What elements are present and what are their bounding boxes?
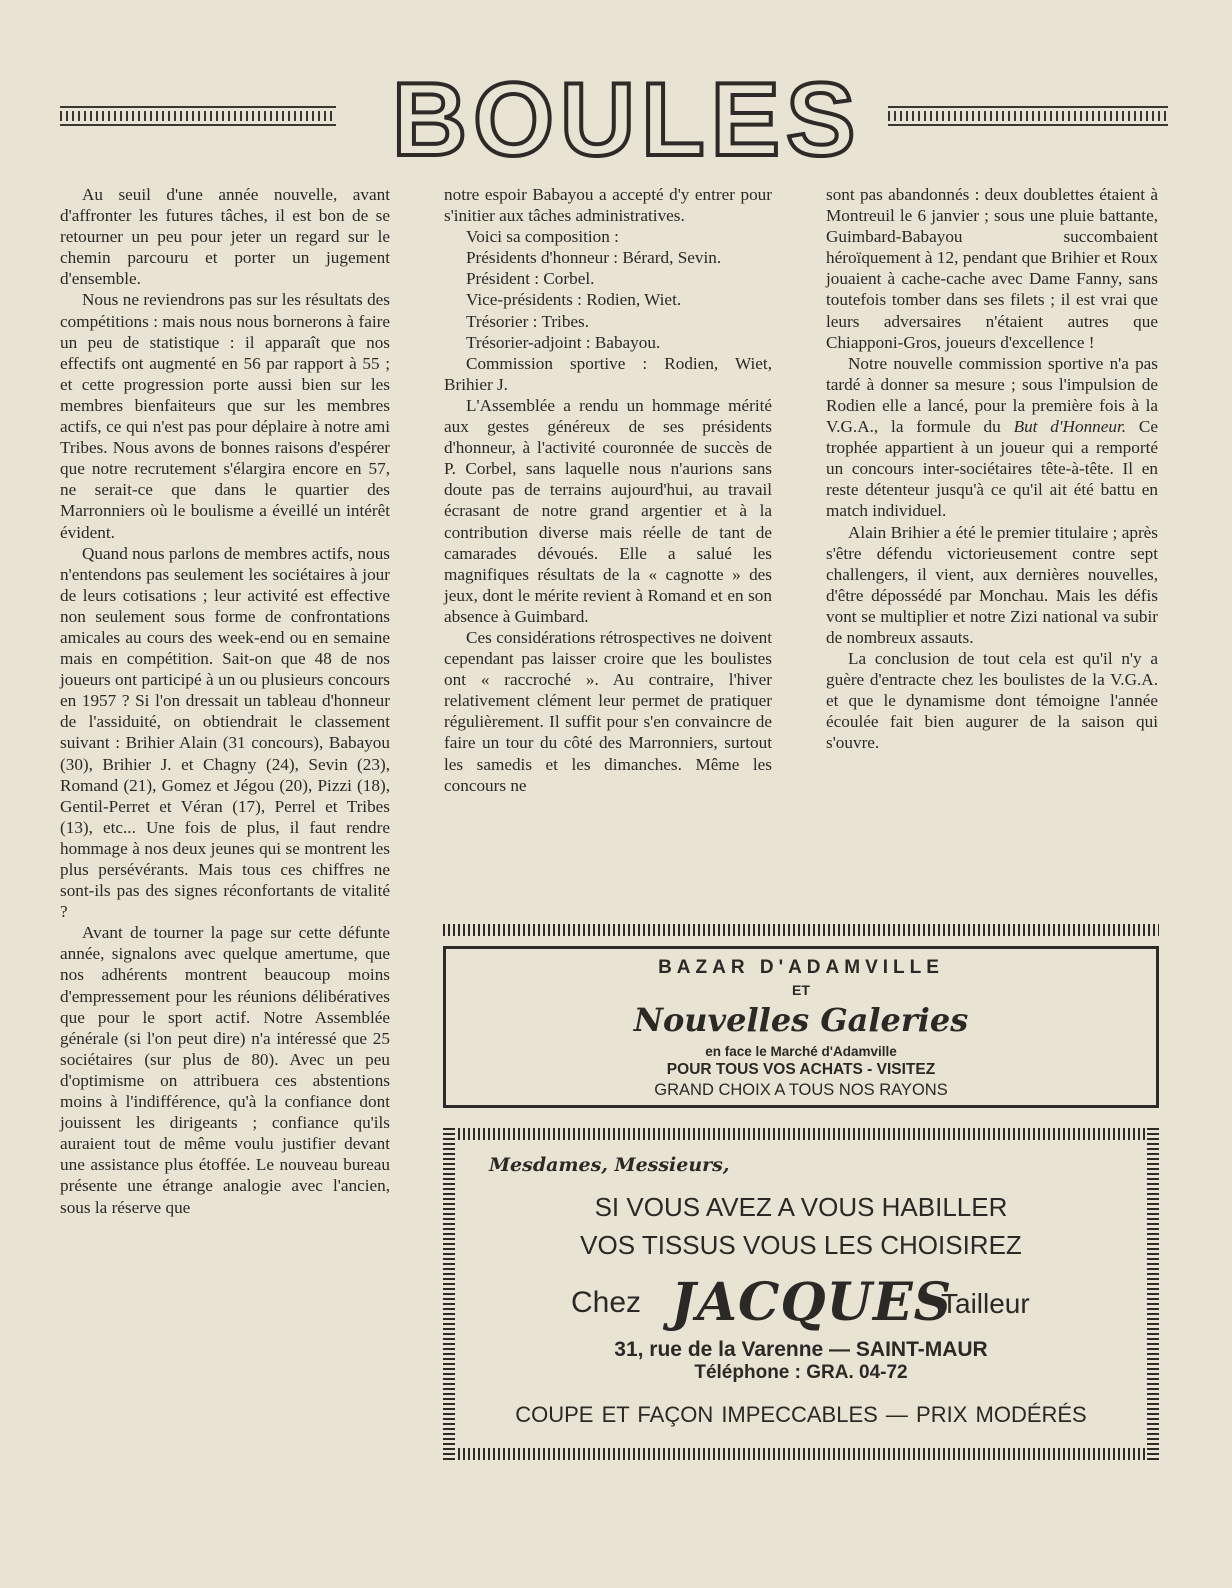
ad-slogan-2: GRAND CHOIX A TOUS NOS RAYONS	[654, 1081, 948, 1099]
paragraph: Ces considérations rétrospectives ne doivent cependant pas laisser croire que les boulistes ont « raccroché ». Au contraire, l'hiver relativement clément leur permet de pratiquer régulièrement. Il suffit pour s'en convaincre de faire un tour du côté des Marronniers, surtout les samedis et les dimanches. Même les concours ne	[444, 627, 772, 795]
paragraph: Avant de tourner la page sur cette défunte année, signalons avec quelque amertume, que nos adhérents montrent beaucoup moins d'empressement pour les réunions délibératives que pour le sport actif. Notre Assemblée générale (si l'on peut dire) n'a intéressé que 25 sociétaires (sur plus de 80). Avec un peu d'optimisme on attribuera ces abstentions moins à l'indifférence, qu'à la confiance dont jouissent les dirigeants ; confiance qu'ils auraient tout de même voulu justifier devant une assistance plus étoffée. Le nouveau bureau présente une étrange analogie avec l'ancien, sous la réserve que	[60, 923, 390, 1217]
ad-store-name: BAZAR D'ADAMVILLE	[658, 957, 944, 978]
paragraph: sont pas abandonnés : deux doublettes étaient à Montreuil le 6 janvier ; sous une pluie battante, Guimbard-Babayou succombaient héroïquement à 12, pendant que Brihier et Roux jouaient à cache-cache avec Dame Fanny, sans toutefois tomber dans ses filets ; il est vrai que leurs adversaires n'étaient autres que Chiapponi-Gros, joueurs d'excellence !	[826, 185, 1158, 352]
page-title: BOULES	[392, 62, 862, 178]
ad-brand-name: JACQUES	[671, 1272, 953, 1333]
ad-chez: Chez	[571, 1286, 642, 1319]
bureau-list-item: Président : Corbel.	[466, 269, 595, 289]
ad-conjunction: ET	[792, 982, 810, 998]
ad-slogan: POUR TOUS VOS ACHATS - VISITEZ	[666, 1061, 936, 1078]
bureau-list-item: Trésorier : Tribes.	[466, 311, 590, 331]
paragraph: Alain Brihier a été le premier titulaire ; après s'être défendu victorieusement contre sept challengers, il vient, aux dernières nouvelles, d'être dépossédé par Monchau. Mais les défis vont se multiplier et notre Zizi national va subir de nombreux assauts.	[826, 522, 1158, 647]
paragraph: Nous ne reviendrons pas sur les résultats des compétitions : mais nous nous bornerons à faire un peu de statistique : il apparaît que nos effectifs ont augmenté en 56 par rapport à 55 ; et cette progression porte aussi bien sur les membres bienfaiteurs que sur les membres actifs, ce qui n'est pas pour déplaire à notre ami Tribes. Nous avons de bonnes raisons d'espérer que notre recrutement s'élargira encore en 57, ne serait-ce que dans le quartier des Marronniers où le boulisme a éveillé un intérêt évident.	[60, 290, 390, 542]
bureau-list-item: Vice-présidents : Rodien, Wiet.	[466, 290, 682, 310]
bureau-list-item: Présidents d'honneur : Bérard, Sevin.	[466, 248, 722, 268]
paragraph: notre espoir Babayou a accepté d'y entrer pour s'initier aux tâches administratives.	[444, 185, 772, 226]
ad-store-name-2: Nouvelles Galeries	[633, 1001, 969, 1039]
advertisement-bazar	[443, 946, 1159, 1108]
article-column-3	[826, 184, 1158, 754]
ad-frame-right	[1147, 1128, 1159, 1460]
paragraph: La conclusion de tout cela est qu'il n'y a guère d'entracte chez les boulistes de la V.G.A. et que le dynamisme dont témoigne l'année écoulée fait bien augurer de la saison qui s'ouvre.	[826, 649, 1158, 753]
bureau-list-item: Trésorier-adjoint : Babayou.	[466, 332, 661, 352]
ad-location: en face le Marché d'Adamville	[705, 1044, 897, 1059]
bureau-list-item: Voici sa composition :	[466, 227, 619, 247]
paragraph: L'Assemblée a rendu un hommage mérité aux gestes généreux de ses présidents d'honneur, à l'activité couronnée de succès de P. Corbel, sans laquelle nous n'aurions sans doute pas de terrains aujourd'hui, au travail écrasant de notre grand argentier et à la contribution diverse mais réelle de tant de camarades dévoués. Elle a salué les magnifiques résultats de la « cagnotte » des jeux, dont le mérite revient à Romand et en son absence à Guimbard.	[444, 395, 772, 626]
ad-tagline: COUPE ET FAÇON IMPECCABLES — PRIX MODÉRÉS	[515, 1402, 1087, 1427]
ad-headline-1: SI VOUS AVEZ A VOUS HABILLER	[594, 1192, 1008, 1222]
trophy-name: But d'Honneur.	[1013, 417, 1127, 437]
ad-separator-bar	[443, 924, 1159, 936]
ad-salutation: Mesdames, Messieurs,	[489, 1154, 730, 1176]
paragraph: Au seuil d'une année nouvelle, avant d'affronter les futures tâches, il est bon de se retourner un peu pour jeter un regard sur le chemin parcouru et porter un jugement d'ensemble.	[60, 185, 390, 289]
paragraph: Quand nous parlons de membres actifs, nous n'entendons pas seulement les sociétaires à jour de leurs cotisations ; leur activité est effective non seulement sous forme de confrontations amicales au cours des week-end ou en semaine mais en compétition. Sait-on que 48 de nos joueurs ont participé à un ou plusieurs concours en 1957 ? Si l'on dressait un tableau d'honneur de l'assiduité, on obtiendrait le classement suivant : Brihier Alain (31 concours), Babayou (30), Brihier J. et Chagny (24), Sevin (23), Romand (21), Gomez et Jégou (20), Pizzi (18), Gentil-Perret et Véran (17), Perrel et Tribes (13), etc... Une fois de plus, il faut rendre hommage à nos deux jeunes qui se montrent les plus persévérants. Mais tous ces chiffres ne sont-ils pas des signes réconfortants de vitalité ?	[60, 543, 390, 922]
header-rule-left	[60, 106, 336, 126]
bureau-list-item: Commission sportive : Rodien, Wiet, Brihier J.	[444, 353, 772, 394]
ad-content	[471, 1140, 1131, 1448]
paragraph	[826, 353, 1158, 522]
ad-address: 31, rue de la Varenne — SAINT-MAUR	[614, 1338, 988, 1361]
ad-headline-2: VOS TISSUS VOUS LES CHOISIREZ	[580, 1230, 1022, 1260]
article-column-1	[60, 184, 390, 1218]
ad-frame-left	[443, 1128, 455, 1460]
ad-phone: Téléphone : GRA. 04-72	[694, 1362, 908, 1383]
advertisement-jacques	[443, 1128, 1159, 1460]
header-rule-right	[888, 106, 1168, 126]
article-column-2	[444, 184, 772, 796]
text-run: Notre nouvelle commission sportive n'a pas tardé à donner sa mesure ; sous l'impulsion de Rodien elle a lancé, pour la première fois à la V.G.A., la formule du	[826, 353, 1158, 437]
ad-tailleur: Tailleur	[941, 1288, 1030, 1319]
text-run: Ce trophée appartient à un joueur qui a remporté un concours inter-sociétaires tête-à-tête. Il en reste détenteur jusqu'à ce qu'il ait été battu en match individuel.	[826, 417, 1158, 521]
